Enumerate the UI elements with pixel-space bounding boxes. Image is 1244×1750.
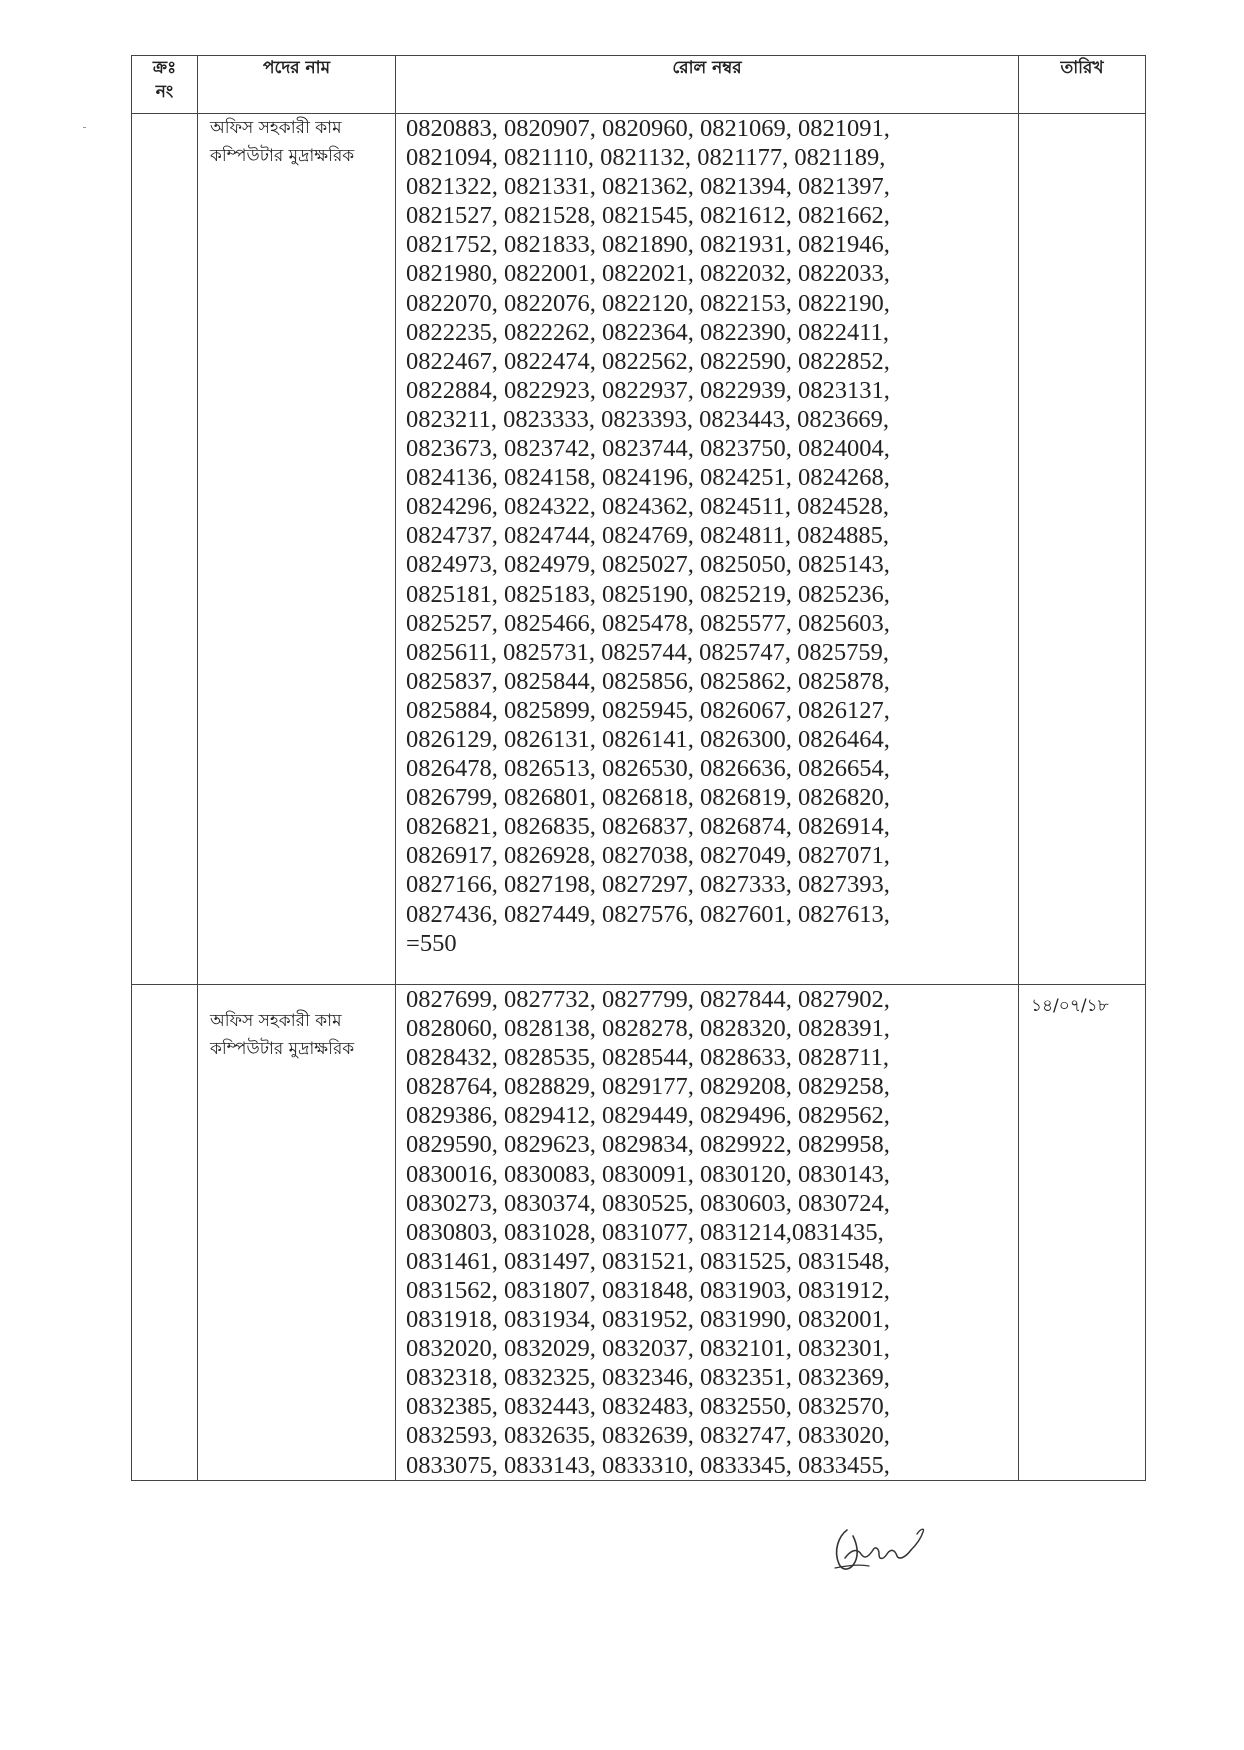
header-serial-line1: ক্রঃ (152, 58, 177, 78)
roll-number-line: 0822467, 0822474, 0822562, 0822590, 0822852, (406, 347, 890, 375)
roll-number-line: 0830803, 0831028, 0831077, 0831214,0831435, (406, 1218, 884, 1246)
post-name-line1: অফিস সহকারী কাম (210, 1011, 342, 1031)
serial-cell (132, 114, 198, 985)
roll-number-line: 0826129, 0826131, 0826141, 0826300, 0826464, (406, 725, 890, 753)
roll-number-line: 0821980, 0822001, 0822021, 0822032, 0822033, (406, 260, 890, 288)
roll-number-line: 0822070, 0822076, 0822120, 0822153, 0822190, (406, 289, 890, 317)
roll-number-line: 0825257, 0825466, 0825478, 0825577, 0825603, (406, 609, 890, 637)
roll-number-line: 0825611, 0825731, 0825744, 0825747, 0825759, (406, 638, 889, 666)
roll-number-line: 0820883, 0820907, 0820960, 0821069, 0821091, (406, 115, 890, 142)
table-header-row (132, 56, 1146, 114)
roll-number-line: 0824296, 0824322, 0824362, 0824511, 0824528, (406, 493, 889, 521)
roll-number-line: 0833075, 0833143, 0833310, 0833345, 0833455, (406, 1451, 890, 1479)
roll-number-line: =550 (406, 929, 457, 957)
roll-number-list (396, 985, 1018, 1480)
date-cell (1019, 985, 1146, 1481)
roll-number-line: 0832593, 0832635, 0832639, 0832747, 0833020, (406, 1422, 890, 1450)
post-name-line2: কম্পিউটার মুদ্রাক্ষরিক (210, 1039, 355, 1059)
roll-number-line: 0829386, 0829412, 0829449, 0829496, 0829562, (406, 1102, 890, 1130)
roll-number-line: 0828432, 0828535, 0828544, 0828633, 0828711, (406, 1044, 889, 1072)
roll-number-line: 0824973, 0824979, 0825027, 0825050, 0825143, (406, 551, 890, 579)
date-value (1019, 114, 1145, 122)
roll-number-list (396, 114, 1018, 958)
serial-cell (132, 985, 198, 1481)
roll-number-line: 0826799, 0826801, 0826818, 0826819, 0826820, (406, 784, 890, 812)
table-row (132, 985, 1146, 1481)
roll-number-line: 0825837, 0825844, 0825856, 0825862, 0825878, (406, 667, 890, 695)
roll-number-line: 0821752, 0821833, 0821890, 0821931, 0821946, (406, 231, 890, 259)
roll-number-line: 0832020, 0832029, 0832037, 0832101, 0832301, (406, 1335, 890, 1363)
post-name-cell (198, 985, 396, 1481)
roll-numbers-cell (396, 985, 1019, 1481)
roll-number-line: 0825884, 0825899, 0825945, 0826067, 0826127, (406, 696, 890, 724)
roll-number-line: 0826917, 0826928, 0827038, 0827049, 0827071, (406, 842, 890, 870)
roll-number-line: 0827166, 0827198, 0827297, 0827333, 0827393, (406, 871, 890, 899)
roll-number-line: 0829590, 0829623, 0829834, 0829922, 0829958, (406, 1131, 890, 1159)
roll-number-line: 0821527, 0821528, 0821545, 0821612, 0821662, (406, 202, 890, 230)
table-row (132, 114, 1146, 985)
roll-number-line: 0823211, 0823333, 0823393, 0823443, 0823669, (406, 405, 889, 433)
scan-speck (83, 127, 86, 128)
post-name-line2: কম্পিউটার মুদ্রাক্ষরিক (210, 146, 355, 166)
date-value: ১৪/০৭/১৮ (1031, 996, 1109, 1016)
header-date: তারিখ (1019, 56, 1146, 114)
roll-number-line: 0828764, 0828829, 0829177, 0829208, 0829258, (406, 1073, 890, 1101)
roll-number-line: 0830016, 0830083, 0830091, 0830120, 0830143, (406, 1160, 890, 1188)
date-cell (1019, 114, 1146, 985)
post-name-cell (198, 114, 396, 985)
signature-icon (825, 1510, 935, 1580)
header-serial (132, 56, 198, 114)
roll-number-line: 0832318, 0832325, 0832346, 0832351, 0832369, (406, 1364, 890, 1392)
roll-number-line: 0832385, 0832443, 0832483, 0832550, 0832570, (406, 1393, 890, 1421)
roll-number-line: 0826821, 0826835, 0826837, 0826874, 0826914, (406, 813, 890, 841)
roll-number-line: 0825181, 0825183, 0825190, 0825219, 0825236, (406, 580, 890, 608)
post-name-line1: অফিস সহকারী কাম (210, 118, 342, 138)
roll-number-line: 0821322, 0821331, 0821362, 0821394, 0821397, (406, 173, 890, 201)
roll-number-line: 0822884, 0822923, 0822937, 0822939, 0823131, (406, 376, 890, 404)
roll-number-line: 0830273, 0830374, 0830525, 0830603, 0830724, (406, 1189, 890, 1217)
header-post-name: পদের নাম (198, 56, 396, 114)
roll-number-line: 0824737, 0824744, 0824769, 0824811, 0824885, (406, 522, 889, 550)
roll-number-line: 0821094, 0821110, 0821132, 0821177, 0821189, (406, 144, 886, 172)
header-roll-number: রোল নম্বর (396, 56, 1019, 114)
roll-number-line: 0826478, 0826513, 0826530, 0826636, 0826654, (406, 755, 890, 783)
roll-number-line: 0827436, 0827449, 0827576, 0827601, 0827613, (406, 900, 890, 928)
roll-numbers-cell (396, 114, 1019, 985)
roll-number-line: 0828060, 0828138, 0828278, 0828320, 0828391, (406, 1015, 890, 1043)
header-serial-line2: নং (155, 82, 174, 102)
roll-number-table (131, 55, 1146, 1481)
roll-number-line: 0831562, 0831807, 0831848, 0831903, 0831912, (406, 1276, 890, 1304)
roll-number-line: 0831918, 0831934, 0831952, 0831990, 0832001, (406, 1306, 890, 1334)
roll-number-line: 0823673, 0823742, 0823744, 0823750, 0824004, (406, 435, 890, 463)
roll-number-line: 0831461, 0831497, 0831521, 0831525, 0831548, (406, 1247, 890, 1275)
roll-number-line: 0822235, 0822262, 0822364, 0822390, 0822411, (406, 318, 889, 346)
roll-number-line: 0824136, 0824158, 0824196, 0824251, 0824268, (406, 464, 890, 492)
roll-number-line: 0827699, 0827732, 0827799, 0827844, 0827902, (406, 986, 890, 1013)
